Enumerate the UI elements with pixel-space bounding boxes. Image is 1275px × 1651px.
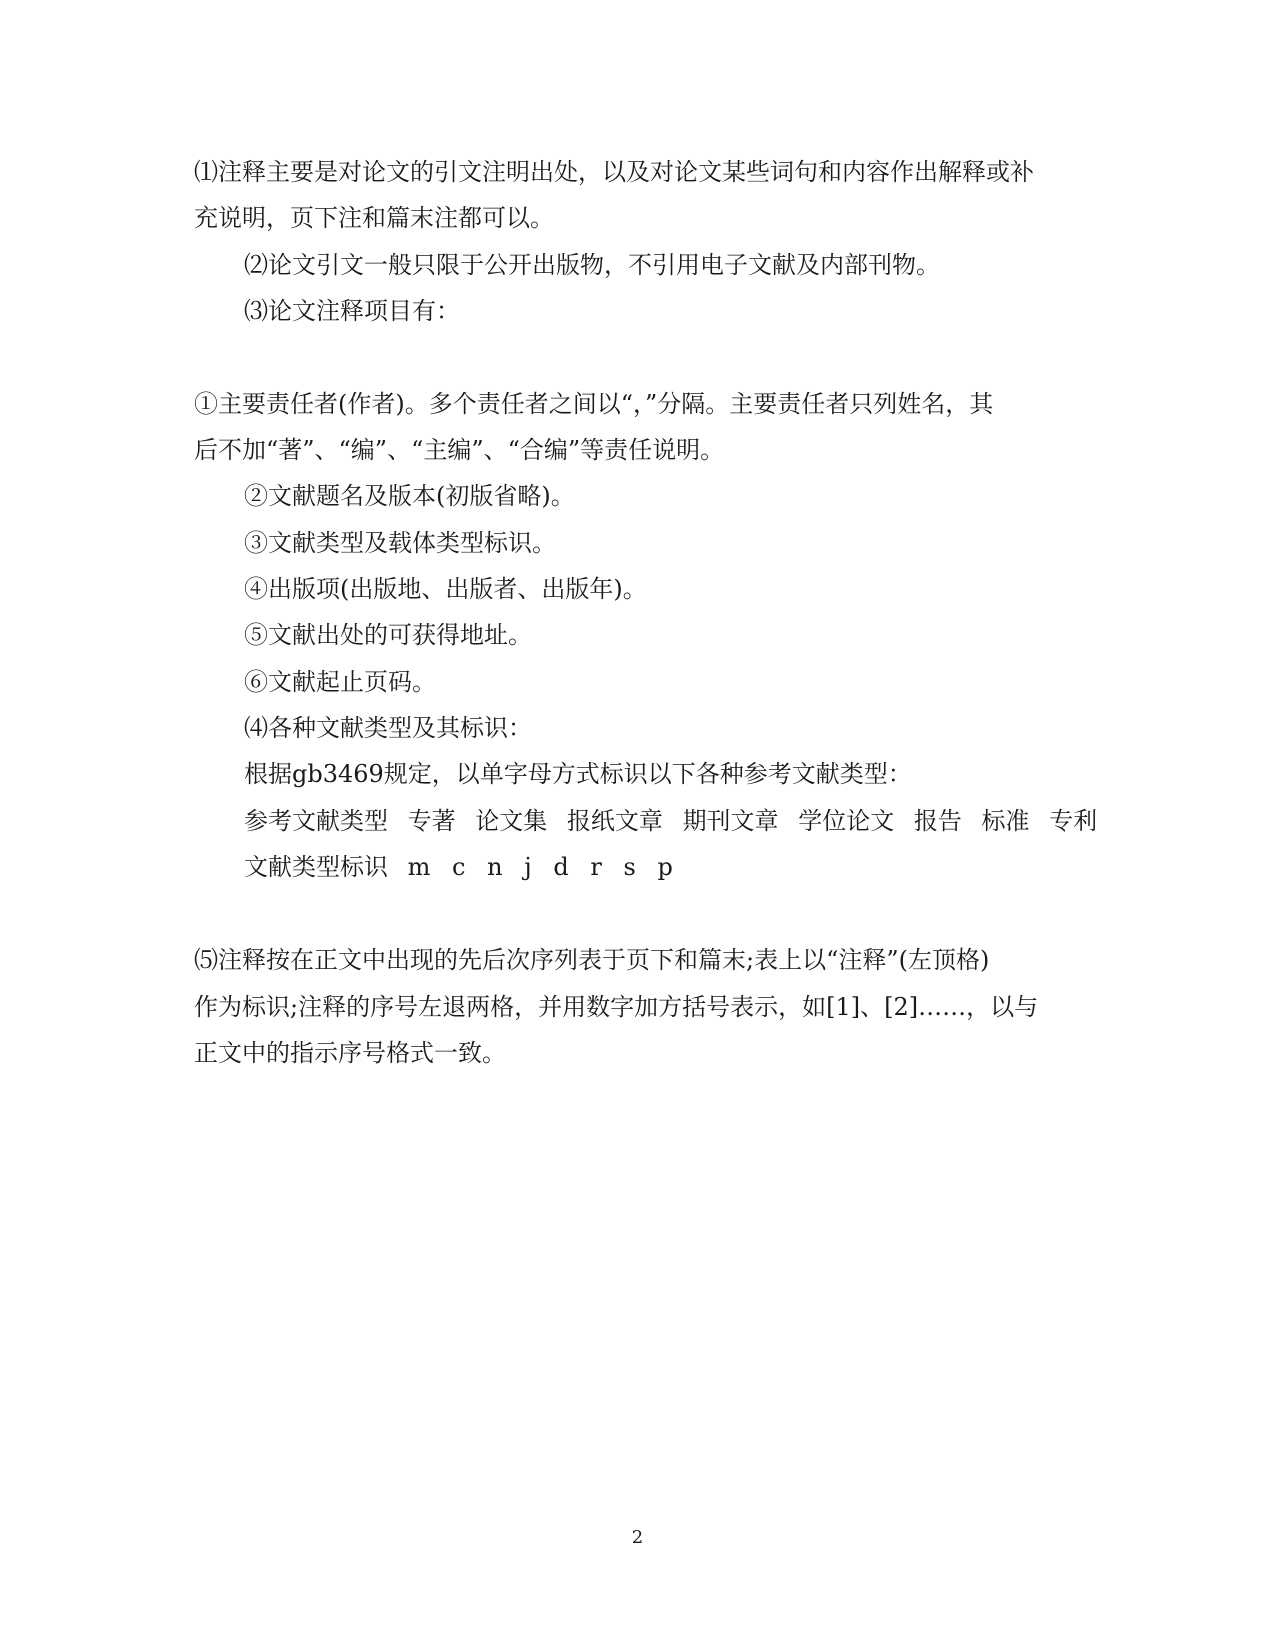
para5-line2: 作为标识;注释的序号左退两格，并用数字加方括号表示，如[1]、[2]……，以与 (194, 993, 1039, 1021)
para4: ⑷各种文献类型及其标识： (244, 714, 532, 742)
type-table-header-cell: 专著 (407, 807, 456, 835)
type-table-code-cell: r (590, 853, 602, 881)
type-table-code-cell: c (452, 853, 466, 881)
para1-line1: ⑴注释主要是对论文的引文注明出处，以及对论文某些词句和内容作出解释或补 (194, 158, 1034, 186)
item1-line2: 后不加“著”、“编”、“主编”、“合编”等责任说明。 (194, 436, 725, 464)
para5-line3: 正文中的指示序号格式一致。 (194, 1039, 506, 1067)
para2: ⑵论文引文一般只限于公开出版物，不引用电子文献及内部刊物。 (244, 251, 940, 279)
item1-line1: ①主要责任者(作者)。多个责任者之间以“，”分隔。主要责任者只列姓名，其 (194, 390, 994, 418)
type-table-code-cell: j (524, 853, 532, 881)
para3: ⑶论文注释项目有： (244, 297, 460, 325)
item5: ⑤文献出处的可获得地址。 (244, 621, 532, 649)
page-number: 2 (631, 1527, 644, 1548)
type-table-header-row (244, 806, 1109, 836)
type-table-code-cell: 文献类型标识 (244, 853, 388, 881)
item3: ③文献类型及载体类型标识。 (244, 529, 556, 557)
para1-line2: 充说明，页下注和篇末注都可以。 (194, 204, 554, 232)
para4-intro: 根据gb3469规定，以单字母方式标识以下各种参考文献类型： (244, 760, 912, 788)
type-table-header-cell: 论文集 (475, 807, 548, 835)
type-table-code-row (244, 852, 687, 882)
type-table-code-cell: m (407, 853, 431, 881)
type-table-header-cell: 参考文献类型 (244, 807, 388, 835)
type-table-header-cell: 报纸文章 (566, 807, 663, 835)
type-table-header-cell: 学位论文 (798, 807, 895, 835)
item6: ⑥文献起止页码。 (244, 668, 436, 696)
para5-line1: ⑸注释按在正文中出现的先后次序列表于页下和篇末;表上以“注释”(左顶格) (194, 946, 990, 974)
item4: ④出版项(出版地、出版者、出版年)。 (244, 575, 647, 603)
type-table-code-cell: s (623, 853, 636, 881)
type-table-header-cell: 专利 (1049, 807, 1098, 835)
type-table-code-cell: n (487, 853, 503, 881)
type-table-header-cell: 标准 (981, 807, 1030, 835)
type-table-code-cell: p (657, 853, 673, 881)
type-table-code-cell: d (553, 853, 569, 881)
item2: ②文献题名及版本(初版省略)。 (244, 482, 575, 510)
type-table-header-cell: 报告 (913, 807, 962, 835)
type-table-header-cell: 期刊文章 (682, 807, 779, 835)
